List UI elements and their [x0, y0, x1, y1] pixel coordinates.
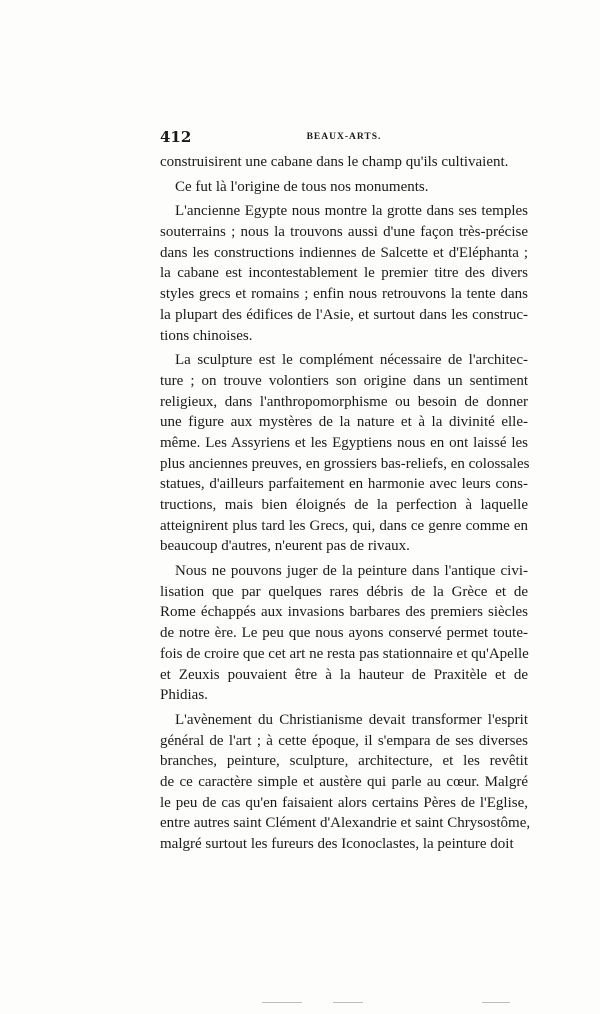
text-line: malgré surtout les fureurs des Iconoclastes, la peinture doit [160, 836, 514, 852]
text-line: de ce caractère simple et austère qui parle au cœur. Malgré [160, 773, 528, 790]
text-line: styles grecs et romains ; enfin nous retrouvons la tente dans [160, 286, 528, 303]
text-line: beaucoup d'autres, n'eurent pas de rivaux. [160, 538, 410, 555]
text-line: Rome échappés aux invasions barbares des premiers siècles [160, 604, 528, 621]
body-text [160, 152, 531, 855]
text-line: Phidias. [160, 687, 208, 704]
text-line: Ce fut là l'origine de tous nos monuments. [175, 178, 429, 195]
paragraph [160, 152, 528, 173]
text-line: atteignirent plus tard les Grecs, qui, dans ce genre comme en [160, 517, 528, 534]
text-line: construisirent une cabane dans le champ qu'ils cultivaient. [160, 154, 509, 170]
paragraph [160, 201, 528, 346]
page-header [160, 128, 528, 148]
text-line: et Zeuxis pouvaient être à la hauteur de Praxitèle et de [160, 666, 528, 683]
text-line: une figure aux mystères de la nature et à la divinité elle- [160, 414, 528, 431]
text-line: lisation que par quelques rares débris de la Grèce et de [160, 583, 528, 600]
text-line: la plupart des édifices de l'Asie, et surtout dans les construc- [160, 306, 528, 323]
footer-rule [262, 1002, 302, 1003]
text-line: fois de croire que cet art ne resta pas stationnaire et qu'Apelle [160, 645, 529, 662]
text-line: tructions, mais bien éloignés de la perfection à laquelle [160, 497, 528, 513]
running-head: BEAUX-ARTS. [306, 132, 382, 142]
text-line: Nous ne pouvons juger de la peinture dans l'antique civi- [175, 563, 528, 580]
text-line: plus anciennes preuves, en grossiers bas-reliefs, en colossales [160, 455, 530, 472]
page-number: 412 [160, 128, 192, 146]
footer-rule [482, 1002, 510, 1003]
text-line: dans les constructions indiennes de Salcette et d'Eléphanta ; [160, 244, 528, 261]
text-line: La sculpture est le complément nécessaire de l'architec- [175, 352, 528, 369]
text-line: L'avènement du Christianisme devait transformer l'esprit [175, 711, 528, 728]
text-line: général de l'art ; à cette époque, il s'empara de ses diverses [160, 732, 528, 749]
paragraph [160, 177, 528, 198]
text-line: de notre ère. Le peu que nous ayons conservé permet toute- [160, 625, 528, 642]
text-line: entre autres saint Clément d'Alexandrie et saint Chrysostôme, [160, 815, 531, 832]
text-line: tions chinoises. [160, 327, 253, 344]
text-line: même. Les Assyriens et les Egyptiens nous en ont laissé les [160, 434, 528, 451]
paragraph [160, 561, 528, 706]
paragraph [160, 350, 528, 557]
text-line: souterrains ; nous la trouvons aussi d'une façon très-précise [160, 224, 528, 241]
text-line: ture ; on trouve volontiers son origine dans un sentiment [160, 372, 528, 389]
text-line: statues, d'ailleurs parfaitement en harmonie avec leurs cons- [160, 476, 528, 493]
text-line: la cabane est incontestablement le premier titre des divers [160, 265, 528, 282]
text-line: le peu de cas qu'en faisaient alors certains Pères de l'Eglise, [160, 794, 528, 811]
text-line: branches, peinture, sculpture, architecture, et les revêtit [160, 753, 528, 770]
footer-rule [333, 1002, 363, 1003]
paragraph [160, 710, 531, 855]
text-line: religieux, dans l'anthropomorphisme ou besoin de donner [160, 393, 528, 410]
text-line: L'ancienne Egypte nous montre la grotte dans ses temples [175, 203, 528, 220]
